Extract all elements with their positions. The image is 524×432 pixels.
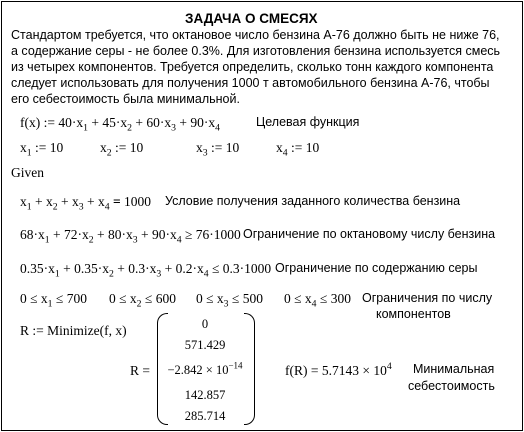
bound-x2[interactable]: $0 \le x_2 \le 600$ [109, 291, 176, 310]
octane-constraint-label: Ограничение по октановому числу бензина [243, 227, 496, 241]
bound-x3[interactable]: $0 \le x_3 \le 500$ [196, 291, 263, 310]
problem-line: из четырех компонентов. Требуется определить, сколько тонн каждого компонента [11, 60, 494, 74]
bound-x4[interactable]: $0 \le x_4 \le 300$ [284, 291, 351, 310]
bounds-label-line1: Ограничения по числу [362, 291, 493, 305]
sum-constraint-label: Условие получения заданного количества бензина [165, 194, 461, 208]
given-keyword[interactable]: Given [11, 165, 44, 180]
result-value: 142.857 [184, 388, 226, 402]
sulfur-constraint[interactable]: $0.35\cdot x_1 + 0.35\cdot x_2 + 0.3\cdot x_3 + 0.2\cdot x_4 \le 0.3\cdot 1000$ [20, 261, 272, 280]
problem-line: а содержание серы - не более 0.3%. Для изготовления бензина используется смесь [11, 44, 501, 58]
initial-value-x4[interactable]: $x_4$ := 10 [276, 140, 320, 159]
worksheet-title: ЗАДАЧА О СМЕСЯХ [185, 11, 318, 26]
result-value: 571.429 [184, 338, 226, 352]
result-value: $-2.842 \times 10^{-14}$ [167, 360, 243, 377]
result-value: 285.714 [184, 409, 226, 423]
objective-value-label-line2: себестоимость [408, 379, 495, 393]
initial-value-x1[interactable]: $x_1$ := 10 [20, 140, 64, 159]
problem-line: его себестоимость была минимальной. [11, 92, 240, 106]
sulfur-constraint-label: Ограничение по содержанию серы [275, 261, 478, 275]
objective-label: Целевая функция [256, 115, 360, 129]
result-value: 0 [201, 317, 209, 331]
initial-value-x3[interactable]: $x_3$ := 10 [196, 140, 240, 159]
bounds-label-line2: компонентов [376, 307, 451, 321]
objective-value-label-line1: Минимальная [413, 362, 495, 376]
octane-constraint[interactable]: $68\cdot x_1 + 72\cdot x_2 + 80\cdot x_3 + 90\cdot x_4 \ge 76\cdot 1000$ [20, 227, 241, 246]
objective-function[interactable]: f(x) := $40\cdot x_1 + 45\cdot x_2 + 60\cdot x_3 + 90\cdot x_4$ [20, 115, 220, 134]
result-lhs: R = [130, 363, 150, 378]
initial-value-x2[interactable]: $x_2$ := 10 [100, 140, 144, 159]
sum-constraint[interactable]: $x_1 + x_2 + x_3 + x_4 = 1000$ [20, 194, 152, 213]
problem-line: Стандартом требуется, что октановое число бензина А-76 должно быть не ниже 76, [11, 28, 500, 42]
bound-x1[interactable]: $0 \le x_1 \le 700$ [20, 291, 87, 310]
objective-value[interactable]: $f(R) = 5.7143 \times 10^4$ [285, 361, 392, 378]
minimize-expression[interactable]: R := Minimize(f, x) [20, 323, 127, 338]
problem-line: следует использовать для получения 1000 т автомобильного бензина А-76, чтобы [11, 76, 490, 90]
